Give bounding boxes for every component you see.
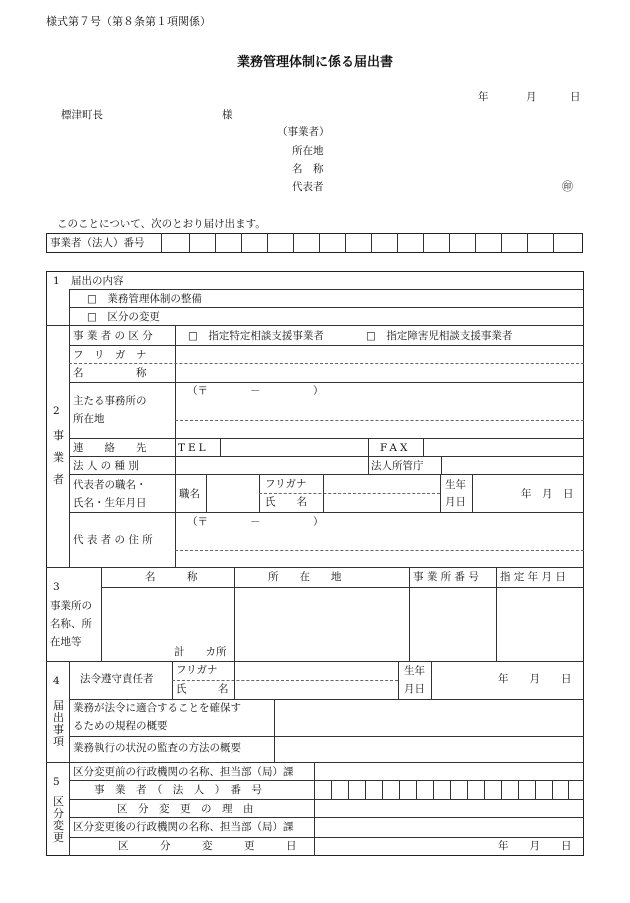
- rule: [69, 345, 584, 346]
- after-admin-label: 区分変更後の行政機関の名称、担当部（局）課: [73, 821, 294, 833]
- digit-divider: [568, 780, 569, 799]
- digit-divider: [449, 233, 450, 253]
- rule: [46, 762, 584, 763]
- section-4-side-1: 届: [53, 699, 64, 712]
- section-4-side-2: 出: [53, 711, 64, 724]
- col-address-header: 所 在 地: [268, 571, 342, 583]
- checkbox-structure[interactable]: □ 業務管理体制の整備: [87, 293, 202, 305]
- s5-corp-number-label: 事 業 者 （ 法 人 ） 番 号: [94, 784, 262, 796]
- digit-divider: [450, 780, 451, 799]
- rule: [496, 567, 497, 661]
- section-4-side-4: 項: [53, 735, 64, 748]
- category-label: 事 業 者 の 区 分: [73, 330, 153, 342]
- section-2-side-2: 業: [53, 451, 64, 464]
- digit-divider: [501, 780, 502, 799]
- rule: [69, 289, 584, 290]
- officer-furigana-label: フリガナ: [176, 664, 218, 676]
- rule: [69, 780, 584, 781]
- submitter-name-label: 名 称: [292, 163, 324, 175]
- rule: [206, 474, 207, 512]
- name-label: 名 称: [73, 367, 147, 379]
- rep-furigana-label: フリガナ: [265, 478, 307, 490]
- rule: [472, 474, 473, 512]
- checkbox-child-support[interactable]: □ 指定障害児相談支援事業者: [366, 330, 513, 342]
- rule: [46, 567, 584, 568]
- rule: [69, 837, 584, 838]
- tel-label: TEL: [178, 442, 209, 454]
- rule: [314, 762, 315, 780]
- section-5-side-2: 分: [53, 807, 64, 820]
- section-5-side-1: 区: [53, 795, 64, 808]
- rule: [314, 799, 315, 817]
- rule: [440, 474, 441, 512]
- rule: [323, 474, 324, 512]
- digit-divider: [433, 780, 434, 799]
- rule: [69, 799, 584, 800]
- rule: [398, 661, 399, 699]
- section-5-side-4: 更: [53, 831, 64, 844]
- rep-birth-label-1: 生年: [445, 479, 466, 491]
- officer-name-label: 氏 名: [176, 683, 229, 695]
- date-year: 年: [478, 91, 489, 103]
- digit-divider: [215, 233, 216, 253]
- rule: [69, 456, 584, 457]
- rule: [172, 680, 398, 681]
- section-2-side-3: 者: [53, 473, 64, 486]
- rule: [175, 550, 584, 551]
- officer-birth-label-1: 生年: [404, 665, 425, 677]
- office-label-2: 所在地: [73, 413, 105, 425]
- rule: [69, 817, 584, 818]
- digit-divider: [527, 233, 528, 253]
- corp-authority-label: 法人所管庁: [371, 460, 424, 472]
- rep-birth-date: 年 月 日: [521, 488, 574, 500]
- digit-divider: [518, 780, 519, 799]
- col-name-header: 名 称: [145, 571, 198, 583]
- rep-name-label: 氏 名: [265, 496, 307, 508]
- rule: [220, 438, 221, 456]
- furigana-label: フ リ ガ ナ: [73, 349, 147, 361]
- digit-divider: [365, 780, 366, 799]
- corp-number-label: 事業者（法人）番号: [50, 237, 145, 249]
- position-label: 職名: [179, 488, 200, 500]
- rule: [314, 837, 315, 856]
- rule: [101, 587, 584, 588]
- section-5-number: 5: [53, 776, 60, 788]
- digit-divider: [484, 780, 485, 799]
- digit-divider: [331, 780, 332, 799]
- digit-divider: [423, 233, 424, 253]
- submitter-rep-label: 代表者: [292, 181, 324, 193]
- digit-divider: [535, 780, 536, 799]
- digit-divider: [161, 233, 162, 253]
- rep-label-1: 代表者の職名・: [73, 479, 147, 491]
- rule: [69, 699, 584, 700]
- section-2-number: 2: [53, 405, 60, 417]
- digit-divider: [189, 233, 190, 253]
- rule: [46, 661, 584, 662]
- fax-label: FAX: [380, 442, 411, 454]
- rule: [69, 438, 584, 439]
- digit-divider: [475, 233, 476, 253]
- rule: [314, 780, 315, 799]
- rule: [234, 567, 235, 661]
- form-number: 様式第７号（第８条第１項関係）: [46, 15, 211, 28]
- digit-divider: [501, 233, 502, 253]
- rep-address-label: 代 表 者 の 住 所: [73, 534, 153, 546]
- audit-label: 業務執行の状況の監査の方法の概要: [73, 742, 241, 754]
- section-3-side-1: 事業所の: [50, 600, 92, 612]
- digit-divider: [416, 780, 417, 799]
- section-3-number: 3: [53, 581, 60, 593]
- office-label-1: 主たる事務所の: [73, 395, 147, 407]
- digit-divider: [348, 780, 349, 799]
- change-date-value: 年 月 日: [498, 840, 572, 852]
- change-date-label: 区 分 変 更 日: [118, 840, 297, 852]
- rule: [69, 325, 70, 567]
- checkbox-specific-support[interactable]: □ 指定特定相談支援事業者: [188, 330, 324, 342]
- page-title: 業務管理体制に係る届出書: [237, 55, 394, 70]
- rule: [441, 456, 442, 474]
- section-1-heading: 届出の内容: [71, 275, 124, 287]
- digit-divider: [293, 233, 294, 253]
- rule: [101, 567, 102, 661]
- rule: [234, 661, 235, 699]
- rule: [431, 661, 432, 699]
- contact-label: 連 絡 先: [73, 442, 147, 454]
- addressee-honorific: 様: [222, 109, 233, 121]
- digit-divider: [467, 780, 468, 799]
- digit-divider: [267, 233, 268, 253]
- digit-divider: [241, 233, 242, 253]
- reason-label: 区 分 変 更 の 理 由: [117, 803, 254, 815]
- rule: [46, 325, 584, 326]
- date-month: 月: [526, 91, 537, 103]
- corp-type-label: 法 人 の 種 別: [73, 460, 139, 472]
- rule: [409, 567, 410, 661]
- section-4-number: 4: [53, 675, 60, 687]
- digit-divider: [382, 780, 383, 799]
- rep-label-2: 氏名・生年月日: [73, 497, 147, 509]
- before-admin-label: 区分変更前の行政機関の名称、担当部（局）課: [73, 766, 294, 778]
- office-postal: （〒 － ）: [187, 385, 324, 397]
- office-total: 計 カ所: [174, 646, 227, 658]
- digit-divider: [397, 233, 398, 253]
- rule: [69, 762, 70, 856]
- digit-divider: [319, 233, 320, 253]
- checkbox-category-change[interactable]: □ 区分の変更: [87, 311, 160, 323]
- intro-text: このことについて、次のとおり届け出ます。: [57, 218, 266, 230]
- rule: [69, 474, 584, 475]
- rules-label-2: るための規程の概要: [73, 720, 168, 732]
- section-3-side-2: 名称、所: [50, 618, 92, 630]
- officer-label: 法令遵守責任者: [80, 673, 154, 685]
- submitter-heading: （事業者）: [277, 126, 330, 138]
- rule: [69, 736, 584, 737]
- rule: [259, 493, 440, 494]
- digit-divider: [399, 780, 400, 799]
- rule: [69, 307, 584, 308]
- digit-divider: [553, 233, 554, 253]
- addressee-name: 標津町長: [61, 109, 103, 121]
- digit-divider: [371, 233, 372, 253]
- section-2-side-1: 事: [53, 429, 64, 442]
- officer-birth-date: 年 月 日: [498, 673, 572, 685]
- officer-birth-label-2: 月日: [404, 683, 425, 695]
- digit-divider: [345, 233, 346, 253]
- section-1-number: 1: [53, 275, 60, 287]
- rules-label-1: 業務が法令に適合することを確保す: [73, 702, 241, 714]
- col-office-no-header: 事 業 所 番 号: [413, 571, 479, 583]
- submitter-address-label: 所在地: [292, 145, 324, 157]
- rule: [314, 817, 315, 837]
- rule: [69, 363, 584, 364]
- rule: [423, 438, 424, 456]
- rule: [175, 420, 584, 421]
- rule: [175, 325, 176, 567]
- rep-birth-label-2: 月日: [445, 496, 466, 508]
- rep-postal: （〒 － ）: [187, 516, 324, 528]
- rule: [69, 512, 584, 513]
- digit-divider: [552, 780, 553, 799]
- rule: [69, 289, 70, 325]
- section-4-side-3: 事: [53, 723, 64, 736]
- seal-mark: ㊞: [562, 180, 573, 193]
- rule: [69, 382, 584, 383]
- rule: [274, 699, 275, 762]
- section-5-side-3: 変: [53, 819, 64, 832]
- col-designated-header: 指 定 年 月 日: [500, 571, 566, 583]
- date-day: 日: [570, 91, 581, 103]
- rule: [69, 661, 70, 762]
- section-3-side-3: 在地等: [50, 636, 82, 648]
